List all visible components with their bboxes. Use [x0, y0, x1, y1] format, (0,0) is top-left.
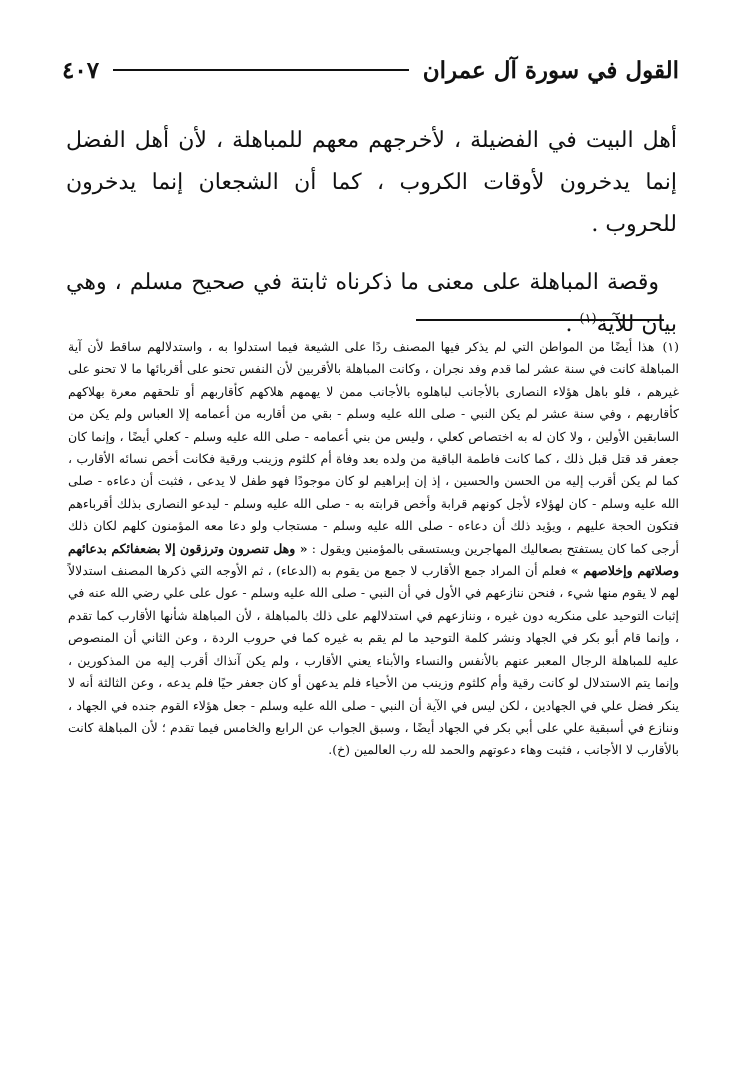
paragraph-2-text: وقصة المباهلة على معنى ما ذكرناه ثابتة في صحيح مسلم ، وهي بيان للآية — [66, 270, 677, 337]
chapter-title: القول في سورة آل عمران — [422, 56, 679, 84]
header-rule — [113, 69, 409, 71]
footnote-text-part1: هذا أيضًا من المواطن التي لم يذكر فيها المصنف ردًا على الشيعة فيما استدلوا به ، واستدلالهم ساقط لأن آية المباهلة كانت في سنة عشر لما قدم وفد نجران ، وكانت المباهلة بالأقربين لأن النفس تحنو على أقربائها ما لا تحنو على غيرهم ، فلو باهل هؤلاء النصارى بالأجانب لباهلوه بالأجانب ممن لا يهمهم هلاكهم كأقاربهم أو تلحقهم معرة بهلاكهم كأقاربهم ، وفي سنة عشر لم يكن النبي - صلى الله عليه وسلم - بقي من أقاربه من أعمامه إلا العباس ولم يكن من السابقين الأولين ، ولا كان له به اختصاص كعلي ، وليس من بني أعمامه - صلى الله عليه وسلم - كعلي أيضًا ، وإنما كان جعفر قد قتل قبل ذلك ، كما كانت فاطمة الباقية من ولده بعد وفاة أم كلثوم وزينب ورقية فكانت أخص نسائه الأقارب ، كما لم يكن أقرب إليه من الحسن والحسين ، إذ إن إبراهيم لو كان موجودًا فهو طفل لا يدعى ، فثبت أن دعاءه - صلى الله عليه وسلم - كان لهؤلاء لأجل كونهم قرابة وأخص قرابته به - صلى الله عليه وسلم - ليدعو النصارى بذلك أقرباءهم فتكون الحجة عليهم ، ويؤيد ذلك أن دعاءه - صلى الله عليه وسلم - مستجاب ولو دعا معه المؤمنون كلهم لكان ذلك أرجى كما كان يستفتح بصعاليك المهاجرين ويستسقى بالمؤمنين ويقول : — [68, 339, 679, 556]
footnote-separator — [416, 319, 664, 321]
footnote-text-part2: فعلم أن المراد جمع الأقارب لا جمع من يقوم به (الدعاء) ، ثم الأوجه التي ذكرها المصنف استدلالاً لهم لا يقوم منها شيء ، فنحن ننازعهم في الأول في أن النبي - صلى الله عليه وسلم - عول على علي رضي الله عنه في إثبات التوحيد على منكريه دون غيره ، وننازعهم في استدلالهم على ذلك بالمباهلة ، لأن المباهلة شأنها الأقارب كما تقدم ، وإنما قام أبو بكر في الجهاد ونشر كلمة التوحيد ما لم يقم به غيره كما في حروب الردة ، وعن الثاني أن المنصوص عليه للمباهلة الرجال المعبر عنهم بالأنفس والنساء والأبناء يعني الأقارب ، ولم يكن آنذاك أقرب إليه من المذكورين ، وإنما يتم الاستدلال لو كانت رقية وأم كلثوم وزينب من الأحياء فلم يدعهن أو كان جعفر حيًا فلم يدعه ، وعن الثالثة أنه لا ينكر فضل علي في الجهادين ، لكن ليس في الآية أن النبي - صلى الله عليه وسلم - جعل هؤلاء القوم جنده في الجهاد ، وننازع في أسبقية علي على أبي بكر في الجهاد أيضًا ، وسبق الجواب عن الرابع والخامس فيما تقدم ؛ لأن المباهلة كانت بالأقارب لا الأجانب ، فثبت وهاء دعوتهم والحمد لله رب العالمين (خ). — [68, 563, 679, 758]
paragraph-2-end: . — [565, 312, 580, 337]
footnote-1 — [68, 336, 679, 762]
main-text — [66, 120, 677, 346]
footnote-number: (١) — [662, 339, 679, 354]
paragraph-2 — [66, 262, 677, 346]
footnote-section — [68, 336, 679, 762]
footnote-reference[interactable]: (١) — [579, 311, 597, 327]
page-number: ٤٠٧ — [62, 56, 100, 84]
running-header — [62, 50, 679, 90]
paragraph-1: أهل البيت في الفضيلة ، لأخرجهم معهم للمباهلة ، لأن أهل الفضل إنما يدخرون لأوقات الكروب ، كما أن الشجعان إنما يدخرون للحروب . — [66, 128, 677, 237]
hadith-quote: « وهل تنصرون وترزقون إلا بضعفائكم بدعائهم وصلاتهم وإخلاصهم » — [68, 540, 679, 579]
